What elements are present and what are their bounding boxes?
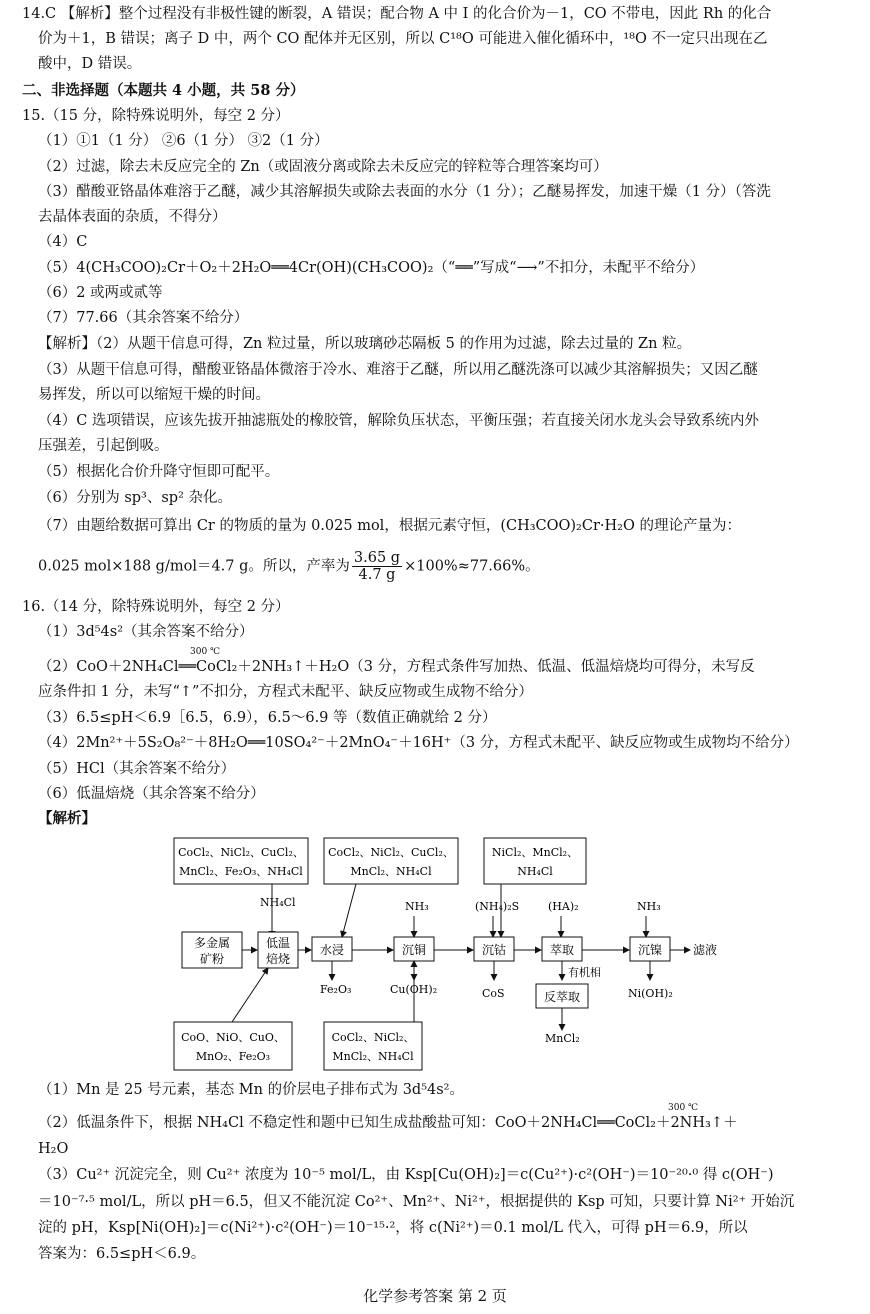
q16-analysis-3: （3）Cu²⁺ 沉淀完全，则 Cu²⁺ 浓度为 10⁻⁵ mol/L，由 Ksp[Cu(OH)₂]＝c(Cu²⁺)·c²(OH⁻)＝10⁻²⁰·⁰ 得 c(OH⁻) — [38, 1167, 774, 1183]
yield-numerator: 3.65 g — [353, 550, 401, 566]
product-fe2o3: Fe₂O₃ — [320, 983, 352, 996]
step-low-temp-roast-line1: 低温 — [265, 936, 291, 950]
step-low-temp-roast — [258, 932, 298, 968]
q15-analysis-7: （7）由题给数据可算出 Cr 的物质的量为 0.025 mol，根据元素守恒，(CH₃COO)₂Cr·H₂O 的理论产量为： — [38, 518, 741, 534]
box-leach-solution-line1: CoCl₂、NiCl₂、CuCl₂、 — [328, 846, 454, 859]
q15-analysis-2: 【解析】（2）从题干信息可得，Zn 粒过量，所以玻璃砂芯隔板 5 的作用为过滤，除去过量的 Zn 粒。 — [38, 336, 692, 352]
yield-fraction — [352, 550, 402, 583]
q16-answer-6: （6）低温焙烧（其余答案不给分） — [38, 786, 265, 802]
box-cobalt-filtrate-line2: NH₄Cl — [517, 865, 553, 878]
q15-answer-7: （7）77.66（其余答案不给分） — [38, 310, 249, 326]
step-low-temp-roast-line2: 焙烧 — [265, 952, 291, 966]
step-extraction — [542, 937, 582, 961]
step-water-leach-label: 水浸 — [319, 943, 345, 957]
step-water-leach — [312, 937, 352, 961]
q16-analysis-2: （2）低温条件下，根据 NH₄Cl 不稳定性和题中已知生成盐酸盐可知：CoO＋2NH₄Cl══CoCl₂＋2NH₃↑＋ — [38, 1115, 738, 1131]
q16-heading: 16.（14 分，除特殊说明外，每空 2 分） — [22, 599, 290, 615]
q15-analysis-3-cont: 易挥发，所以可以缩短干燥的时间。 — [38, 387, 270, 403]
q16-answer-2-condition: 300 ℃ — [190, 647, 221, 657]
box-ore-composition-line2: MnO₂、Fe₂O₃ — [195, 1050, 271, 1063]
box-leach-solution-line2: MnCl₂、NH₄Cl — [350, 865, 432, 878]
q15-analysis-3: （3）从题干信息可得，醋酸亚铬晶体微溶于冷水、难溶于乙醚，所以用乙醚洗涤可以减少其溶解损失；又因乙醚 — [38, 362, 758, 378]
q16-answer-4: （4）2Mn²⁺＋5S₂O₈²⁻＋8H₂O══10SO₄²⁻＋2MnO₄⁻＋16H⁺（3 分，方程式未配平、缺反应物或生成物均不给分） — [38, 735, 799, 751]
page-footer: 化学参考答案 第 2 页 — [363, 1287, 507, 1305]
yield-text: 0.025 mol×188 g/mol＝4.7 g。所以，产率为 — [38, 558, 350, 575]
box-copper-filtrate-line2: MnCl₂、NH₄Cl — [332, 1050, 414, 1063]
reagent-nh3-copper: NH₃ — [405, 900, 429, 913]
q16-analysis-label: 【解析】 — [38, 810, 96, 827]
q15-analysis-5: （5）根据化合价升降守恒即可配平。 — [38, 464, 280, 480]
step-nickel-precip — [630, 937, 670, 961]
process-flow-diagram — [150, 830, 750, 1080]
q14-line2: 价为＋1，B 错误；离子 D 中，两个 CO 配体并无区别，所以 C¹⁸O 可能进入催化循环中，¹⁸O 不一定只出现在乙 — [38, 31, 768, 47]
q15-answer-3: （3）醋酸亚铬晶体难溶于乙醚，减少其溶解损失或除去表面的水分（1 分）；乙醚易挥发，加速干燥（1 分）（答洗 — [38, 184, 771, 200]
q15-answer-5: （5）4(CH₃COO)₂Cr＋O₂＋2H₂O══4Cr(OH)(CH₃COO)₂（“══”写成“⟶”不扣分，未配平不给分） — [38, 260, 705, 276]
filtrate-label: 滤液 — [693, 943, 718, 957]
box-cobalt-filtrate — [484, 838, 586, 884]
q16-analysis-2-condition: 300 ℃ — [668, 1103, 699, 1113]
q15-analysis-7-yield — [38, 550, 540, 583]
box-ore-composition — [174, 1022, 292, 1070]
step-ore-powder-line2: 矿粉 — [199, 952, 225, 966]
reagent-nh4cl: NH₄Cl — [260, 896, 296, 909]
step-cobalt-precip — [474, 937, 514, 961]
organic-phase-label: 有机相 — [568, 966, 601, 979]
q16-answer-3: （3）6.5≤pH＜6.9［6.5，6.9），6.5～6.9 等（数值正确就给 2 分） — [38, 710, 497, 726]
q15-answer-2: （2）过滤，除去未反应完全的 Zn（或固液分离或除去未反应完的锌粒等合理答案均可） — [38, 159, 608, 175]
step-back-extraction — [536, 984, 588, 1008]
q16-analysis-3-cont1: ＝10⁻⁷·⁵ mol/L，所以 pH＝6.5，但又不能沉淀 Co²⁺、Mn²⁺、Ni²⁺，根据提供的 Ksp 可知，只要计算 Ni²⁺ 开始沉 — [38, 1194, 795, 1210]
q14-line3: 酸中，D 错误。 — [38, 56, 142, 72]
box-roast-product-line2: MnCl₂、Fe₂O₃、NH₄Cl — [179, 865, 303, 878]
box-copper-filtrate — [324, 1022, 422, 1070]
product-nioh2: Ni(OH)₂ — [628, 987, 673, 1000]
q15-answer-6: （6）2 或两或贰等 — [38, 285, 163, 301]
product-cuoh2: Cu(OH)₂ — [390, 983, 438, 996]
yield-denominator: 4.7 g — [358, 567, 396, 583]
reagent-ha: (HA)₂ — [548, 900, 579, 913]
q14-line1: 14.C 【解析】整个过程没有非极性键的断裂，A 错误；配合物 A 中 I 的化合价为－1，CO 不带电，因此 Rh 的化合 — [22, 6, 772, 22]
step-extraction-label: 萃取 — [549, 943, 575, 957]
step-ore-powder-line1: 多金属 — [193, 936, 231, 950]
arrow-leach-to-solution — [342, 884, 356, 937]
q16-answer-2: （2）CoO＋2NH₄Cl══CoCl₂＋2NH₃↑＋H₂O（3 分，方程式条件写加热、低温、低温焙烧均可得分，未写反 — [38, 659, 755, 675]
q15-analysis-6: （6）分别为 sp³、sp² 杂化。 — [38, 490, 233, 506]
q15-analysis-4: （4）C 选项错误，应该先拔开抽滤瓶处的橡胶管，解除负压状态，平衡压强；若直接关闭水龙头会导致系统内外 — [38, 413, 759, 429]
q15-analysis-4-cont: 压强差，引起倒吸。 — [38, 438, 169, 454]
box-ore-composition-line1: CoO、NiO、CuO、 — [181, 1031, 285, 1044]
q16-analysis-3-cont3: 答案为：6.5≤pH＜6.9。 — [38, 1246, 206, 1262]
step-back-extraction-label: 反萃取 — [543, 990, 581, 1004]
product-cos: CoS — [482, 987, 505, 1000]
q15-answer-1: （1）①1（1 分） ②6（1 分） ③2（1 分） — [38, 133, 329, 149]
section-heading: 二、非选择题（本题共 4 小题，共 58 分） — [22, 82, 305, 99]
q16-answer-1: （1）3d⁵4s²（其余答案不给分） — [38, 624, 254, 640]
q15-heading: 15.（15 分，除特殊说明外，每空 2 分） — [22, 108, 290, 124]
q16-analysis-3-cont2: 淀的 pH，Ksp[Ni(OH)₂]＝c(Ni²⁺)·c²(OH⁻)＝10⁻¹⁵·²，将 c(Ni²⁺)＝0.1 mol/L 代入，可得 pH＝6.9，所以 — [38, 1220, 748, 1236]
q16-analysis-1: （1）Mn 是 25 号元素，基态 Mn 的价层电子排布式为 3d⁵4s²。 — [38, 1082, 464, 1098]
step-ore-powder — [182, 932, 242, 968]
box-cobalt-filtrate-line1: NiCl₂、MnCl₂、 — [491, 846, 579, 859]
step-cobalt-precip-label: 沉钴 — [481, 943, 507, 957]
arrow-bottom-to-roast — [232, 968, 268, 1022]
q16-answer-2-cont: 应条件扣 1 分，未写“↑”不扣分，方程式未配平、缺反应物或生成物不给分） — [38, 684, 533, 700]
box-copper-filtrate-line1: CoCl₂、NiCl₂、 — [331, 1031, 415, 1044]
q15-answer-4: （4）C — [38, 234, 88, 250]
yield-result: ×100%≈77.66%。 — [404, 558, 540, 575]
step-nickel-precip-label: 沉镍 — [637, 943, 663, 957]
q15-answer-3-cont: 去晶体表面的杂质，不得分） — [38, 209, 227, 225]
product-mncl2: MnCl₂ — [545, 1032, 580, 1045]
reagent-ammonium-sulfide: (NH₄)₂S — [475, 900, 520, 913]
box-leach-solution — [324, 838, 458, 884]
reagent-nh3-nickel: NH₃ — [637, 900, 661, 913]
step-copper-precip-label: 沉铜 — [401, 943, 427, 957]
box-roast-product-line1: CoCl₂、NiCl₂、CuCl₂、 — [178, 846, 304, 859]
box-roast-product — [174, 838, 308, 884]
q16-answer-5: （5）HCl（其余答案不给分） — [38, 761, 236, 777]
q16-analysis-2-cont: H₂O — [38, 1141, 69, 1157]
step-copper-precip — [394, 937, 434, 961]
